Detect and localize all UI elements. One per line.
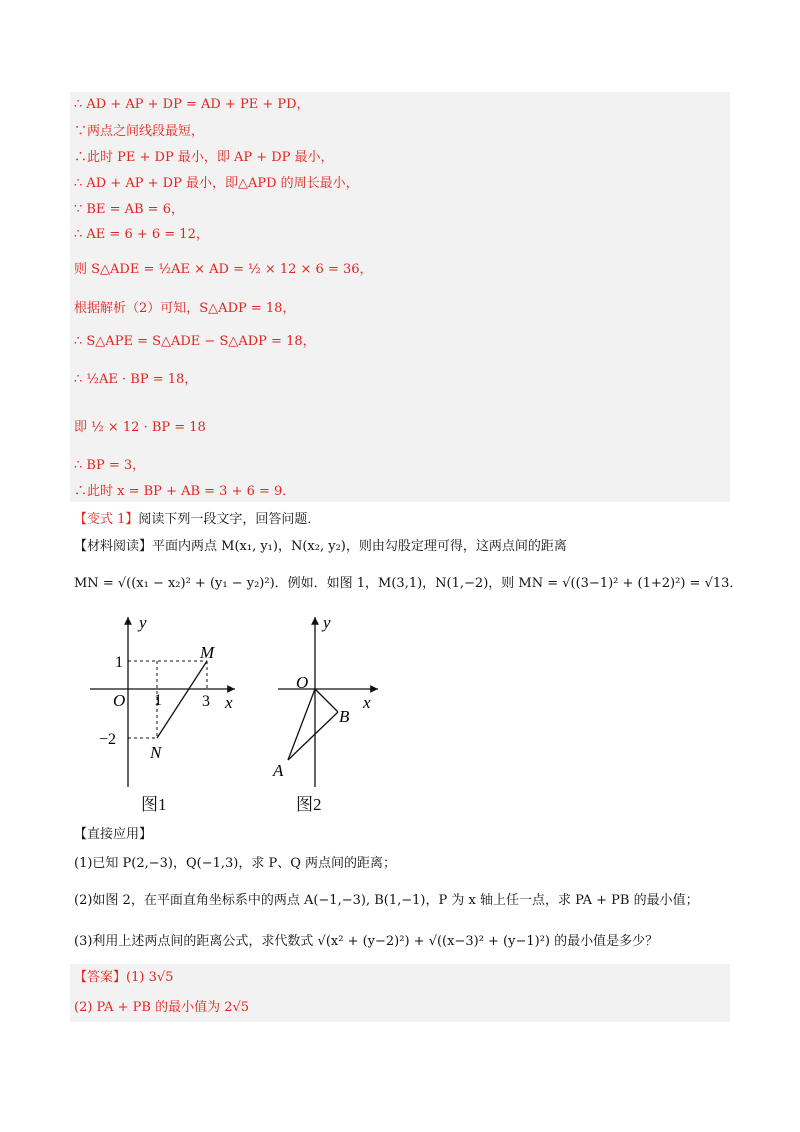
fig2-label-o: O <box>296 673 309 692</box>
fig1-label-x: x <box>225 693 233 712</box>
material-formula: MN = √((x₁ − x₂)² + (y₁ − y₂)²)．例如．如图 1，M(3,1)，N(1,−2)，则 MN = √((3−1)² + (1+2)²) = √13． <box>74 576 743 591</box>
question-3: (3)利用上述两点间的距离公式，求代数式 √(x² + (y−2)²) + √((x−3)² + (y−1)²) 的最小值是多少？ <box>74 934 659 949</box>
figure-2-caption: 图2 <box>296 795 322 814</box>
fig1-tick-x3: 3 <box>202 693 210 710</box>
fig2-label-x: x <box>363 693 371 712</box>
question-2: (2)如图 2，在平面直角坐标系中的两点 A(−1,−3), B(1,−1)，P 为 x 轴上任一点，求 PA + PB 的最小值； <box>74 893 699 908</box>
solution-line-8: 根据解析（2）可知，S△ADP = 18， <box>74 301 296 316</box>
question-1: (1)已知 P(2,−3)，Q(−1,3)，求 P、Q 两点间的距离； <box>74 856 397 871</box>
fig2-segment-ab <box>288 712 338 760</box>
solution-line-6: ∴ AE = 6 + 6 = 12， <box>74 227 209 242</box>
fig1-tick-y1: 1 <box>115 654 123 671</box>
solution-line-11: 即 ½ × 12 · BP = 18 <box>74 420 206 435</box>
solution-line-7: 则 S△ADE = ½AE × AD = ½ × 12 × 6 = 36， <box>74 262 373 277</box>
solution-line-12: ∴ BP = 3， <box>74 458 146 473</box>
material-reading: 【材料阅读】平面内两点 M(x₁, y₁)，N(x₂, y₂)，则由勾股定理可得，这两点间的距离 <box>74 539 567 554</box>
solution-line-10: ∴ ½AE · BP = 18， <box>74 372 198 387</box>
fig1-label-m: M <box>200 643 215 662</box>
solution-line-1: ∴ AD + AP + DP = AD + PE + PD， <box>74 97 310 112</box>
fig1-tick-ym2: −2 <box>99 731 117 748</box>
figure-1-diagram <box>85 612 255 787</box>
solution-line-5: ∵ BE = AB = 6， <box>74 202 184 217</box>
solution-line-3: ∴此时 PE + DP 最小，即 AP + DP 最小， <box>74 150 334 165</box>
solution-line-4: ∴ AD + AP + DP 最小，即△APD 的周长最小， <box>74 176 359 191</box>
fig1-label-n: N <box>150 743 162 762</box>
fig1-segment-mn <box>157 661 207 738</box>
figure-1-caption: 图1 <box>141 795 167 814</box>
fig1-label-o: O <box>113 691 126 710</box>
solution-line-13: ∴此时 x = BP + AB = 3 + 6 = 9． <box>74 484 296 499</box>
fig2-label-a: A <box>273 761 284 780</box>
solution-line-2: ∵两点之间线段最短， <box>74 124 205 139</box>
fig2-segment-ob <box>315 689 338 712</box>
fig2-label-b: B <box>339 707 350 726</box>
fig2-segment-oa <box>288 689 315 760</box>
fig1-label-y: y <box>139 613 147 632</box>
fig2-label-y: y <box>323 613 331 632</box>
variant-intro: 【变式 1】阅读下列一段文字，回答问题． <box>74 512 321 527</box>
fig1-tick-x1: 1 <box>154 692 162 709</box>
figure-2-diagram <box>268 612 383 787</box>
solution-line-9: ∴ S△APE = S△ADE − S△ADP = 18， <box>74 334 316 349</box>
answer-line-2: (2) PA + PB 的最小值为 2√5 <box>74 1000 250 1015</box>
answer-line-1: 【答案】(1) 3√5 <box>74 970 174 985</box>
application-heading: 【直接应用】 <box>74 827 153 842</box>
